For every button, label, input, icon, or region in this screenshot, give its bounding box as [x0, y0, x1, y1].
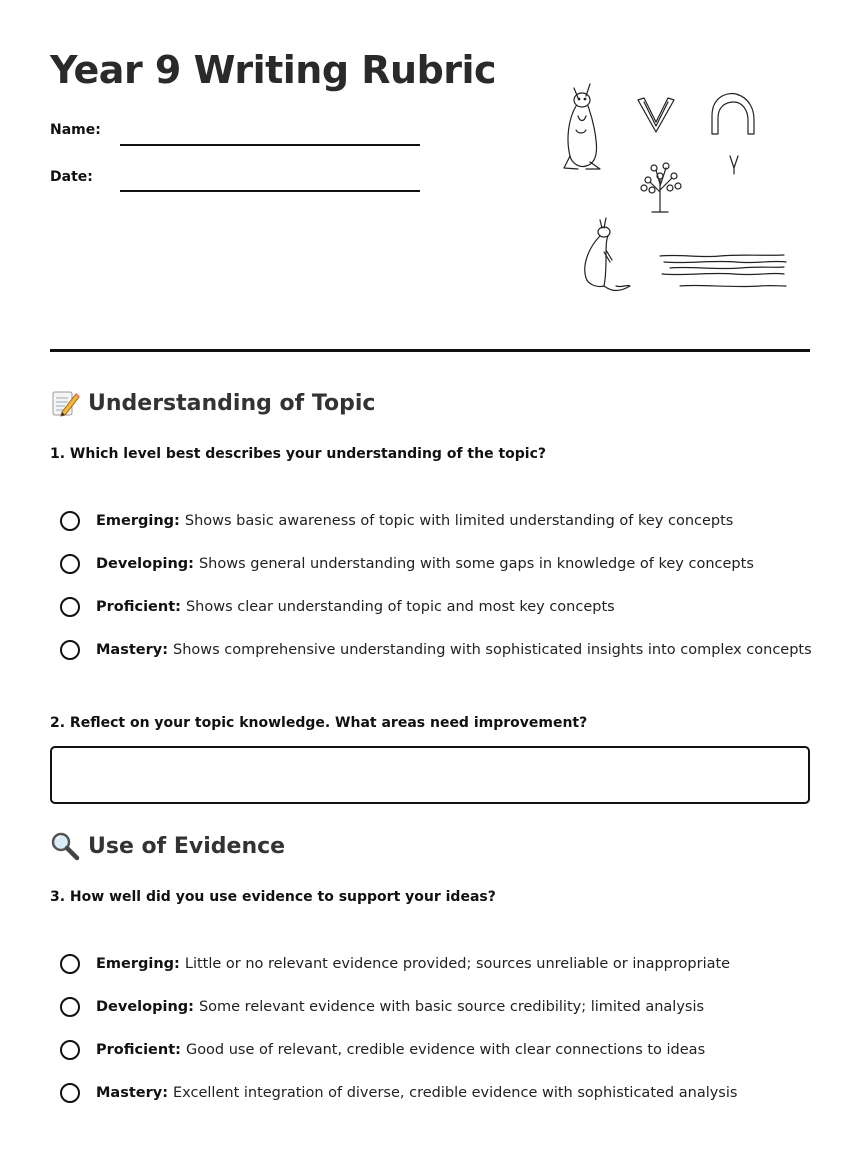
- water-waves-icon: [660, 255, 786, 287]
- question-2: 2. Reflect on your topic knowledge. What areas need improvement?: [50, 715, 588, 731]
- option-level: Proficient:: [96, 1042, 181, 1058]
- radio-button[interactable]: [60, 1083, 80, 1103]
- option-description: Shows comprehensive understanding with sophisticated insights into complex concepts: [173, 642, 812, 658]
- option-description: Little or no relevant evidence provided; sources unreliable or inappropriate: [184, 956, 731, 972]
- name-label: Name:: [50, 122, 101, 138]
- radio-button[interactable]: [60, 954, 80, 974]
- radio-button[interactable]: [60, 640, 80, 660]
- q3-option-developing[interactable]: [60, 997, 704, 1017]
- australian-line-art-illustration: [560, 70, 800, 310]
- page-title: Year 9 Writing Rubric: [50, 48, 497, 92]
- option-description: Shows basic awareness of topic with limited understanding of key concepts: [184, 513, 734, 529]
- section-title-understanding: [50, 388, 375, 418]
- radio-button[interactable]: [60, 554, 80, 574]
- q3-option-mastery[interactable]: [60, 1083, 737, 1103]
- bush-tree-icon: [641, 163, 681, 212]
- standing-kangaroo-icon: [564, 84, 600, 169]
- q1-option-developing[interactable]: [60, 554, 754, 574]
- option-level: Mastery:: [96, 1085, 169, 1101]
- section-title-text: Use of Evidence: [88, 833, 286, 859]
- section-title-text: Understanding of Topic: [88, 390, 376, 416]
- q1-option-proficient[interactable]: [60, 597, 615, 617]
- question-3: 3. How well did you use evidence to support your ideas?: [50, 889, 496, 905]
- section-title-evidence: [50, 831, 285, 861]
- boomerang-arch-icon: [712, 94, 754, 134]
- name-field: [50, 122, 101, 138]
- reflection-textarea[interactable]: [50, 746, 810, 804]
- option-description: Some relevant evidence with basic source credibility; limited analysis: [198, 999, 705, 1015]
- magnifying-glass-icon: [50, 831, 80, 861]
- option-description: Shows clear understanding of topic and most key concepts: [185, 599, 615, 615]
- q1-option-emerging[interactable]: [60, 511, 733, 531]
- option-description: Excellent integration of diverse, credible evidence with sophisticated analysis: [173, 1085, 738, 1101]
- header-divider: [50, 349, 810, 352]
- memo-pencil-icon: [50, 388, 80, 418]
- question-1: 1. Which level best describes your understanding of the topic?: [50, 446, 546, 462]
- name-input-line[interactable]: [120, 144, 420, 146]
- boomerang-v-icon: [638, 98, 674, 132]
- option-level: Proficient:: [96, 599, 181, 615]
- date-field: [50, 169, 93, 185]
- small-twig-icon: [730, 156, 738, 174]
- sitting-kangaroo-icon: [585, 218, 630, 291]
- option-description: Shows general understanding with some gaps in knowledge of key concepts: [198, 556, 754, 572]
- option-level: Emerging:: [96, 956, 180, 972]
- q1-option-mastery[interactable]: [60, 640, 812, 660]
- option-level: Developing:: [96, 556, 194, 572]
- date-label: Date:: [50, 169, 93, 185]
- option-description: Good use of relevant, credible evidence with clear connections to ideas: [185, 1042, 706, 1058]
- radio-button[interactable]: [60, 511, 80, 531]
- q3-option-proficient[interactable]: [60, 1040, 705, 1060]
- q3-option-emerging[interactable]: [60, 954, 730, 974]
- radio-button[interactable]: [60, 997, 80, 1017]
- option-level: Emerging:: [96, 513, 180, 529]
- option-level: Mastery:: [96, 642, 169, 658]
- option-level: Developing:: [96, 999, 194, 1015]
- radio-button[interactable]: [60, 1040, 80, 1060]
- date-input-line[interactable]: [120, 190, 420, 192]
- radio-button[interactable]: [60, 597, 80, 617]
